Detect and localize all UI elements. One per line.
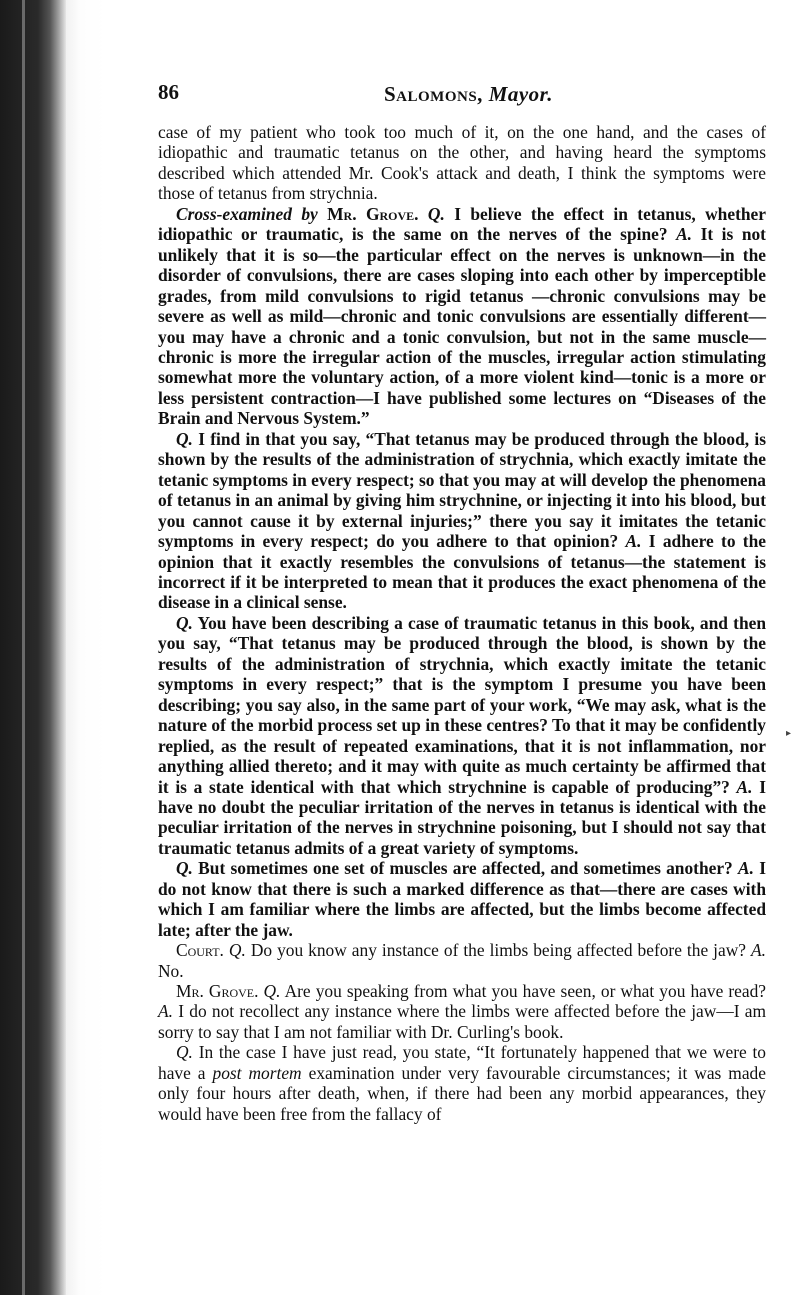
paragraph-7 <box>158 981 766 1042</box>
question-text: I believe the effect in tetanus, whether idiopathic or traumatic, is the same on the nerves of the spine? <box>158 203 766 245</box>
paragraph-1-text: case of my patient who took too much of it, on the one hand, and the cases of idiopathic and traumatic tetanus on the other, and having heard the symptoms described which attended Mr. Cook's attack and death, I think the symptoms were those of tetanus from strychnia. <box>158 122 766 204</box>
question-text: But sometimes one set of muscles are affected, and sometimes another? <box>198 858 733 879</box>
speaker-mr-grove: Mr. Grove. <box>327 203 419 224</box>
question-marker: Q. <box>427 203 445 224</box>
answer-marker: A. <box>158 1001 173 1022</box>
answer-marker: A. <box>751 940 766 961</box>
answer-text: I have no doubt the peculiar irritation of the nerves in tetanus is identical with the peculiar irritation of the nerves in strychnine poisoning, but I should not say that traumatic tetanus admits of a great variety of symptoms. <box>158 776 766 858</box>
running-head <box>384 82 553 107</box>
answer-text: I do not know that there is such a marked difference as that—there are cases with which I am familiar where the limbs are affected, but the limbs become affected late; after the jaw. <box>158 858 766 940</box>
page-header <box>158 80 762 110</box>
paragraph-3 <box>158 429 766 613</box>
speaker-mr-grove: Mr. Grove. <box>176 981 259 1002</box>
question-text: Do you know any instance of the limbs being affected before the jaw? <box>250 940 746 961</box>
binding-edge-line <box>22 0 25 1295</box>
question-text: Are you speaking from what you have seen, or what you have read? <box>284 981 766 1002</box>
paragraph-4 <box>158 613 766 858</box>
question-text: In the case I have just read, you state, “It fortunately happened that we were to have a <box>158 1042 766 1083</box>
post-mortem-term: post mortem <box>212 1062 302 1083</box>
question-marker: Q. <box>263 981 281 1002</box>
answer-text: I adhere to the opinion that it exactly resembles the convulsions of tetanus—the statement is incorrect if it be interpreted to mean that it produces the exact phenomena of the disease in a clinical sense. <box>158 531 766 613</box>
page-body <box>158 122 766 1124</box>
running-head-name: Salomons, <box>384 82 483 106</box>
question-text: I find in that you say, “That tetanus may be produced through the blood, is shown by the results of the administration of strychnia, which exactly imitate the tetanic symptoms in every respect; so that you may at will develop the phenomena of tetanus in an animal by giving him strychnine, or injecting it into his blood, but you cannot cause it by external injuries;” there you say it imitates the tetanic symptoms in every respect; do you adhere to that opinion? <box>158 428 766 552</box>
question-text: You have been describing a case of traumatic tetanus in this book, and then you say, “That tetanus may be produced through the blood, is shown by the results of the administration of strychnia, which exactly imitate the tetanic symptoms in every respect;” that is the symptom I presume you have been describing; you say also, in the same part of your work, “We may ask, what is the nature of the morbid process set up in these centres? To that it may be confidently replied, as the result of repeated examinations, that it is not inflammation, nor anything allied thereto; and it may with quite as much certainty be affirmed that it is a state identical with that which strychnine is capable of producing”? <box>158 612 767 797</box>
answer-marker: A. <box>625 531 642 552</box>
answer-text: It is not unlikely that it is so—the particular effect on the nerves is unknown—in the disorder of convulsions, there are cases sloping into each other by imperceptible grades, from mild convulsions to rigid tetanus —chronic convulsions may be severe as well as mild—chronic and tonic convulsions are essentially different—you may have a chronic and a tonic convulsion, but not in the same muscle—chronic is more the irregular action of the muscles, irregular action stimulating somewhat more the voluntary action, of a more violent kind—tonic is a more or less persistent contraction—I have published some lectures on “Diseases of the Brain and Nervous System.” <box>158 224 766 429</box>
question-marker: Q. <box>176 428 193 449</box>
speaker-court: Court. <box>176 940 224 961</box>
question-text-continued: examination under very favourable circumstances; it was made only four hours after death, when, if there had been any morbid appearances, they would have been free from the fallacy of <box>158 1062 766 1124</box>
answer-marker: A. <box>676 224 693 245</box>
margin-mark: ▸ <box>786 728 792 739</box>
answer-marker: A. <box>738 858 754 879</box>
paragraph-8 <box>158 1042 766 1124</box>
question-marker: Q. <box>228 940 246 961</box>
paragraph-5 <box>158 858 766 940</box>
page-number: 86 <box>158 80 179 104</box>
answer-text: No. <box>158 960 184 981</box>
question-marker: Q. <box>176 858 193 879</box>
paragraph-6 <box>158 940 766 981</box>
paragraph-1 <box>158 122 766 204</box>
question-marker: Q. <box>176 612 193 633</box>
book-binding-shadow <box>0 0 66 1295</box>
paragraph-2 <box>158 204 766 429</box>
answer-marker: A. <box>736 776 753 797</box>
running-head-title: Mayor. <box>488 82 553 106</box>
answer-text: I do not recollect any instance where the limbs were affected before the jaw—I am sorry to say that I am not familiar with Dr. Curling's book. <box>158 1001 766 1042</box>
cross-examined-label: Cross-examined by <box>176 203 318 224</box>
question-marker: Q. <box>176 1042 193 1063</box>
